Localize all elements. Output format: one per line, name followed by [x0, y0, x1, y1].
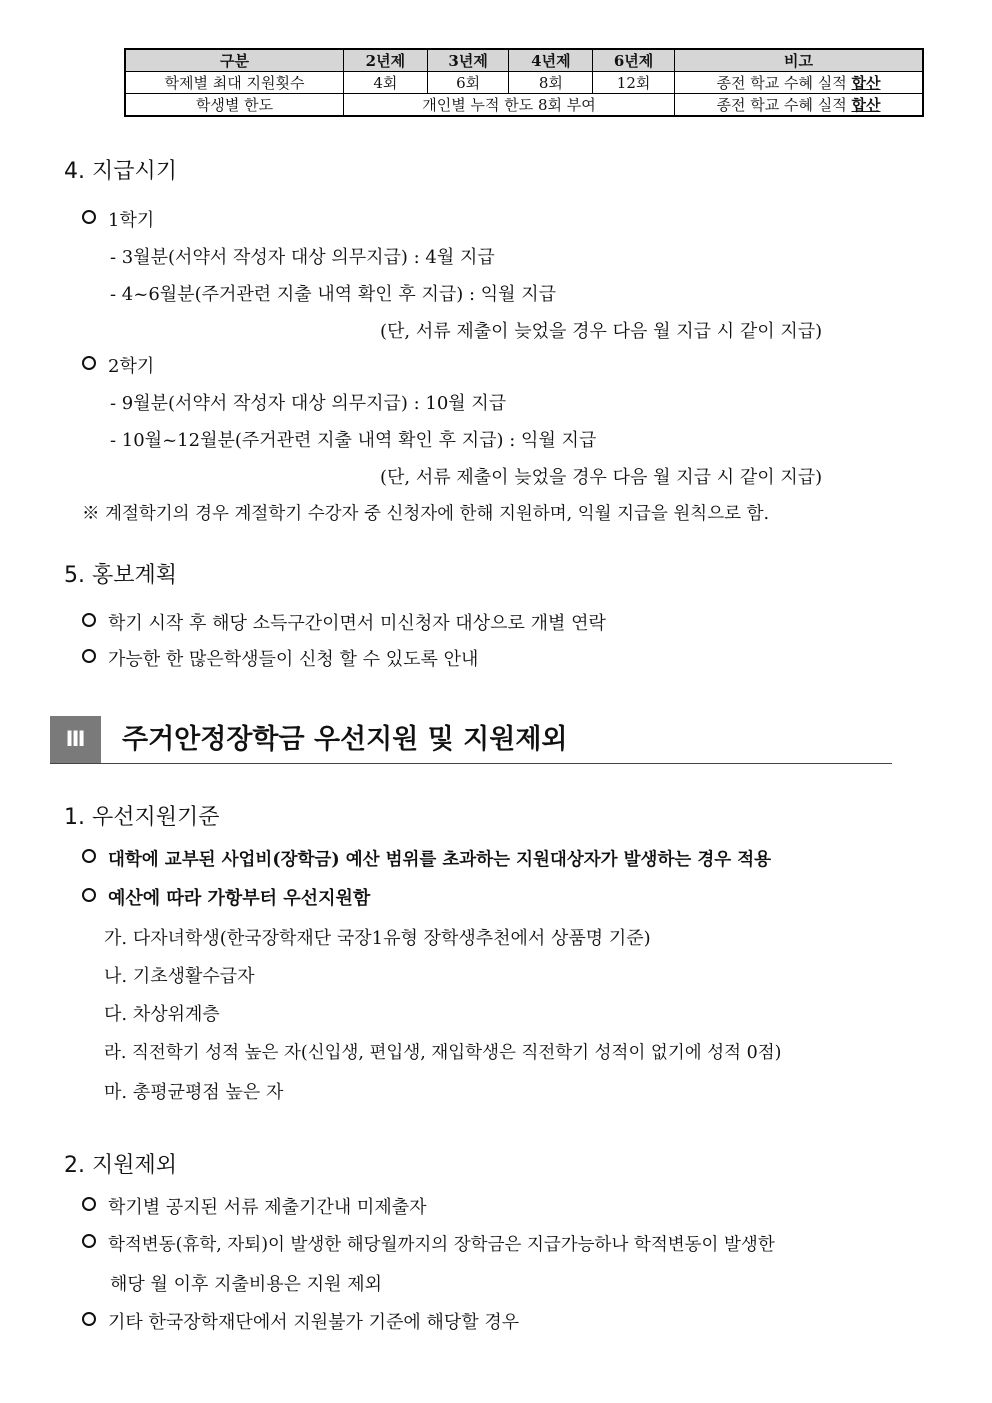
bullet-item	[82, 1308, 519, 1334]
note-text: 종전 학교 수혜 실적	[716, 73, 847, 92]
row-label: 학제별 최대 지원횟수	[125, 72, 344, 94]
table-cell: 8회	[509, 72, 593, 94]
section-heading: 2. 지원제외	[64, 1153, 177, 1178]
table-header: 2년제	[344, 49, 428, 72]
chapter-title: 주거안정장학금 우선지원 및 지원제외	[122, 724, 568, 755]
table-header: 6년제	[593, 49, 675, 72]
merged-cell: 개인별 누적 한도 8회 부여	[344, 94, 675, 117]
bullet-text: 학기 시작 후 해당 소득구간이면서 미신청자 대상으로 개별 연락	[108, 613, 606, 634]
section-heading: 5. 홍보계획	[64, 563, 177, 588]
circle-bullet-icon	[82, 613, 96, 627]
circle-bullet-icon	[82, 1312, 96, 1326]
bullet-item	[82, 1193, 426, 1219]
priority-item: 마. 총평균평점 높은 자	[104, 1082, 284, 1103]
circle-bullet-icon	[82, 210, 96, 224]
note-cell	[674, 94, 923, 117]
circle-bullet-icon	[82, 1234, 96, 1248]
priority-item: 다. 차상위계층	[104, 1004, 220, 1025]
priority-item: 라. 직전학기 성적 높은 자(신입생, 편입생, 재입학생은 직전학기 성적이 없기에 성적 0점)	[104, 1043, 782, 1063]
bullet-text: 대학에 교부된 사업비(장학금) 예산 범위를 초과하는 지원대상자가 발생하는 경우 적용	[108, 850, 772, 870]
circle-bullet-icon	[82, 649, 96, 663]
bullet-text: 예산에 따라 가항부터 우선지원함	[108, 888, 371, 909]
bullet-item	[82, 846, 771, 871]
bullet-text: 2학기	[108, 356, 155, 377]
bullet-item	[82, 884, 370, 910]
bullet-item	[82, 645, 478, 671]
table-header-row	[125, 49, 923, 72]
note-cell	[674, 72, 923, 94]
chapter-number: Ⅲ	[50, 716, 101, 763]
circle-bullet-icon	[82, 356, 96, 370]
support-count-table	[124, 48, 924, 117]
bullet-text: 1학기	[108, 210, 155, 231]
priority-item: 나. 기초생활수급자	[104, 966, 255, 987]
note-text: (단, 서류 제출이 늦었을 경우 다음 월 지급 시 같이 지급)	[380, 467, 823, 488]
row-label: 학생별 한도	[125, 94, 344, 117]
table-header: 구분	[125, 49, 344, 72]
bullet-text: 학기별 공지된 서류 제출기간내 미제출자	[108, 1197, 427, 1218]
note-text: (단, 서류 제출이 늦었을 경우 다음 월 지급 시 같이 지급)	[380, 321, 823, 342]
table-header: 비고	[674, 49, 923, 72]
bullet-text: 학적변동(휴학, 자퇴)이 발생한 해당월까지의 장학금은 지급가능하나 학적변동이 발생한	[108, 1235, 775, 1255]
section-heading: 1. 우선지원기준	[64, 805, 220, 830]
table-cell: 6회	[427, 72, 509, 94]
bullet-text: 가능한 한 많은학생들이 신청 할 수 있도록 안내	[108, 649, 479, 670]
sub-item: - 9월분(서약서 작성자 대상 의무지급) : 10월 지급	[110, 393, 507, 414]
table-header: 3년제	[427, 49, 509, 72]
priority-item: 가. 다자녀학생(한국장학재단 국장1유형 장학생추천에서 상품명 기준)	[104, 928, 651, 949]
table-row	[125, 94, 923, 117]
sub-item: - 3월분(서약서 작성자 대상 의무지급) : 4월 지급	[110, 247, 495, 268]
circle-bullet-icon	[82, 888, 96, 902]
note-emphasis: 합산	[851, 73, 881, 92]
sub-item: - 4~6월분(주거관련 지출 내역 확인 후 지급) : 익월 지급	[110, 284, 557, 305]
circle-bullet-icon	[82, 1197, 96, 1211]
bullet-item	[82, 1231, 775, 1256]
bullet-text: 기타 한국장학재단에서 지원불가 기준에 해당할 경우	[108, 1312, 520, 1333]
table-cell: 4회	[344, 72, 428, 94]
footnote: ※ 계절학기의 경우 계절학기 수강자 중 신청자에 한해 지원하며, 익월 지급을 원칙으로 함.	[82, 504, 770, 524]
table-cell: 12회	[593, 72, 675, 94]
table-row	[125, 72, 923, 94]
bullet-item	[82, 206, 154, 232]
sub-item: - 10월~12월분(주거관련 지출 내역 확인 후 지급) : 익월 지급	[110, 430, 597, 451]
table-header: 4년제	[509, 49, 593, 72]
bullet-item	[82, 352, 154, 378]
bullet-continuation: 해당 월 이후 지출비용은 지원 제외	[110, 1274, 383, 1295]
bullet-item	[82, 609, 606, 635]
note-text: 종전 학교 수혜 실적	[716, 95, 847, 114]
note-emphasis: 합산	[851, 95, 881, 114]
circle-bullet-icon	[82, 849, 96, 863]
chapter-banner	[50, 716, 892, 764]
section-heading: 4. 지급시기	[64, 159, 177, 184]
